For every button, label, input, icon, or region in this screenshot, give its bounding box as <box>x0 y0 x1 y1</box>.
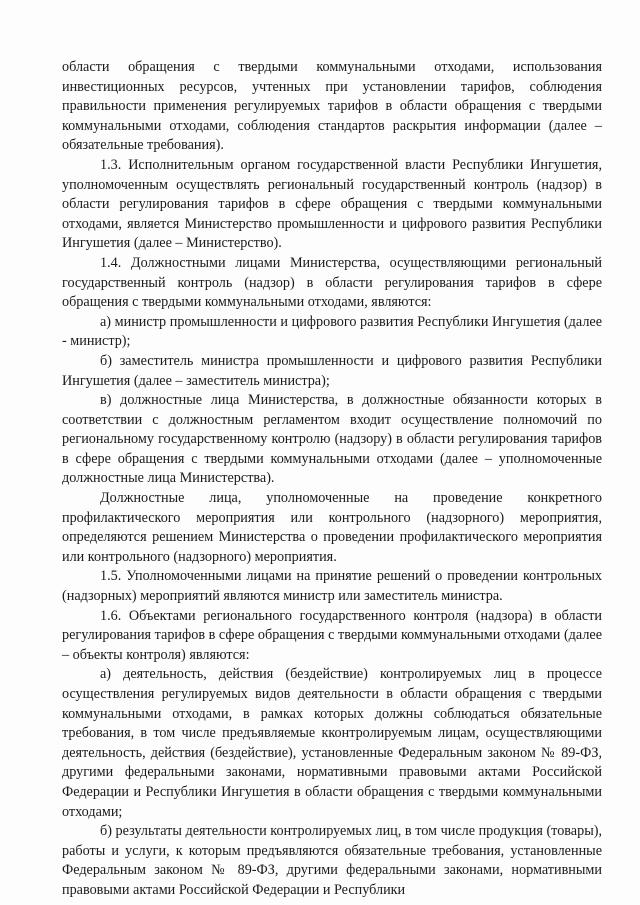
paragraph-1-4: 1.4. Должностными лицами Министерства, осуществляющими региональный государственный контроль (надзор) в области регулирования тарифов в сфере обращения с твердыми коммунальными отходами, являются: <box>62 254 602 311</box>
paragraph-officials: Должностные лица, уполномоченные на проведение конкретного профилактического мероприятия или контрольного (надзорного) мероприятия, определяются решением Министерства о проведении профилактического мероприятия или контрольного (надзорного) мероприятия. <box>62 490 602 565</box>
paragraph-1-4-v: в) должностные лица Министерства, в должностные обязанности которых в соответствии с должностным регламентом входит осуществление полномочий по региональному государственному контролю (надзору) в области регулирования тарифов в сфере обращения с твердыми коммунальными отходами (далее – уполномоченные должностные лица Министерства). <box>62 392 602 487</box>
paragraph-continuation: области обращения с твердыми коммунальными отходами, использования инвестиционных ресурсов, учтенных при установлении тарифов, соблюдения правильности применения регулируемых тарифов в области обращения с твердыми коммунальными отходами, соблюдения стандартов раскрытия информации (далее – обязательные требования). <box>62 59 602 154</box>
paragraph-1-6: 1.6. Объектами регионального государственного контроля (надзора) в области регулирования тарифов в сфере обращения с твердыми коммунальными отходами (далее – объекты контроля) являются: <box>62 607 602 663</box>
paragraph-1-6-a: а) деятельность, действия (бездействие) контролируемых лиц в процессе осуществления регулируемых видов деятельности в области обращения с твердыми коммунальными отходами, в рамках которых должны соблюдаться обязательные требования, в том числе предъявляемые кконтролируемым лицам, осуществляющими деятельность, действия (бездействие), установленные Федеральным законом № 89-ФЗ, другими федеральными законами, нормативными правовыми актами Российской Федерации и Республики Ингушетия в области обращения с твердыми коммунальными отходами; <box>62 666 602 820</box>
paragraph-1-3: 1.3. Исполнительным органом государственной власти Республики Ингушетия, уполномоченным осуществлять региональный государственный контроль (надзор) в области регулирования тарифов в сфере обращения с твердыми коммунальными отходами, является Министерство промышленности и цифрового развития Республики Ингушетия (далее – Министерство). <box>62 156 602 252</box>
document-body <box>62 58 602 901</box>
paragraph-1-4-a: а) министр промышленности и цифрового развития Республики Ингушетия (далее - министр); <box>62 313 602 350</box>
paragraph-1-5: 1.5. Уполномоченными лицами на принятие решений о проведении контрольных (надзорных) мероприятий являются министр или заместитель министра. <box>62 568 602 605</box>
paragraph-1-6-b: б) результаты деятельности контролируемых лиц, в том числе продукция (товары), работы и услуги, к которым предъявляются обязательные требования, установленные Федеральным законом № 89-ФЗ, другими федеральными законами, нормативными правовыми актами Российской Федерации и Республики <box>62 823 602 898</box>
paragraph-1-4-b: б) заместитель министра промышленности и цифрового развития Республики Ингушетия (далее – заместитель министра); <box>62 352 602 389</box>
